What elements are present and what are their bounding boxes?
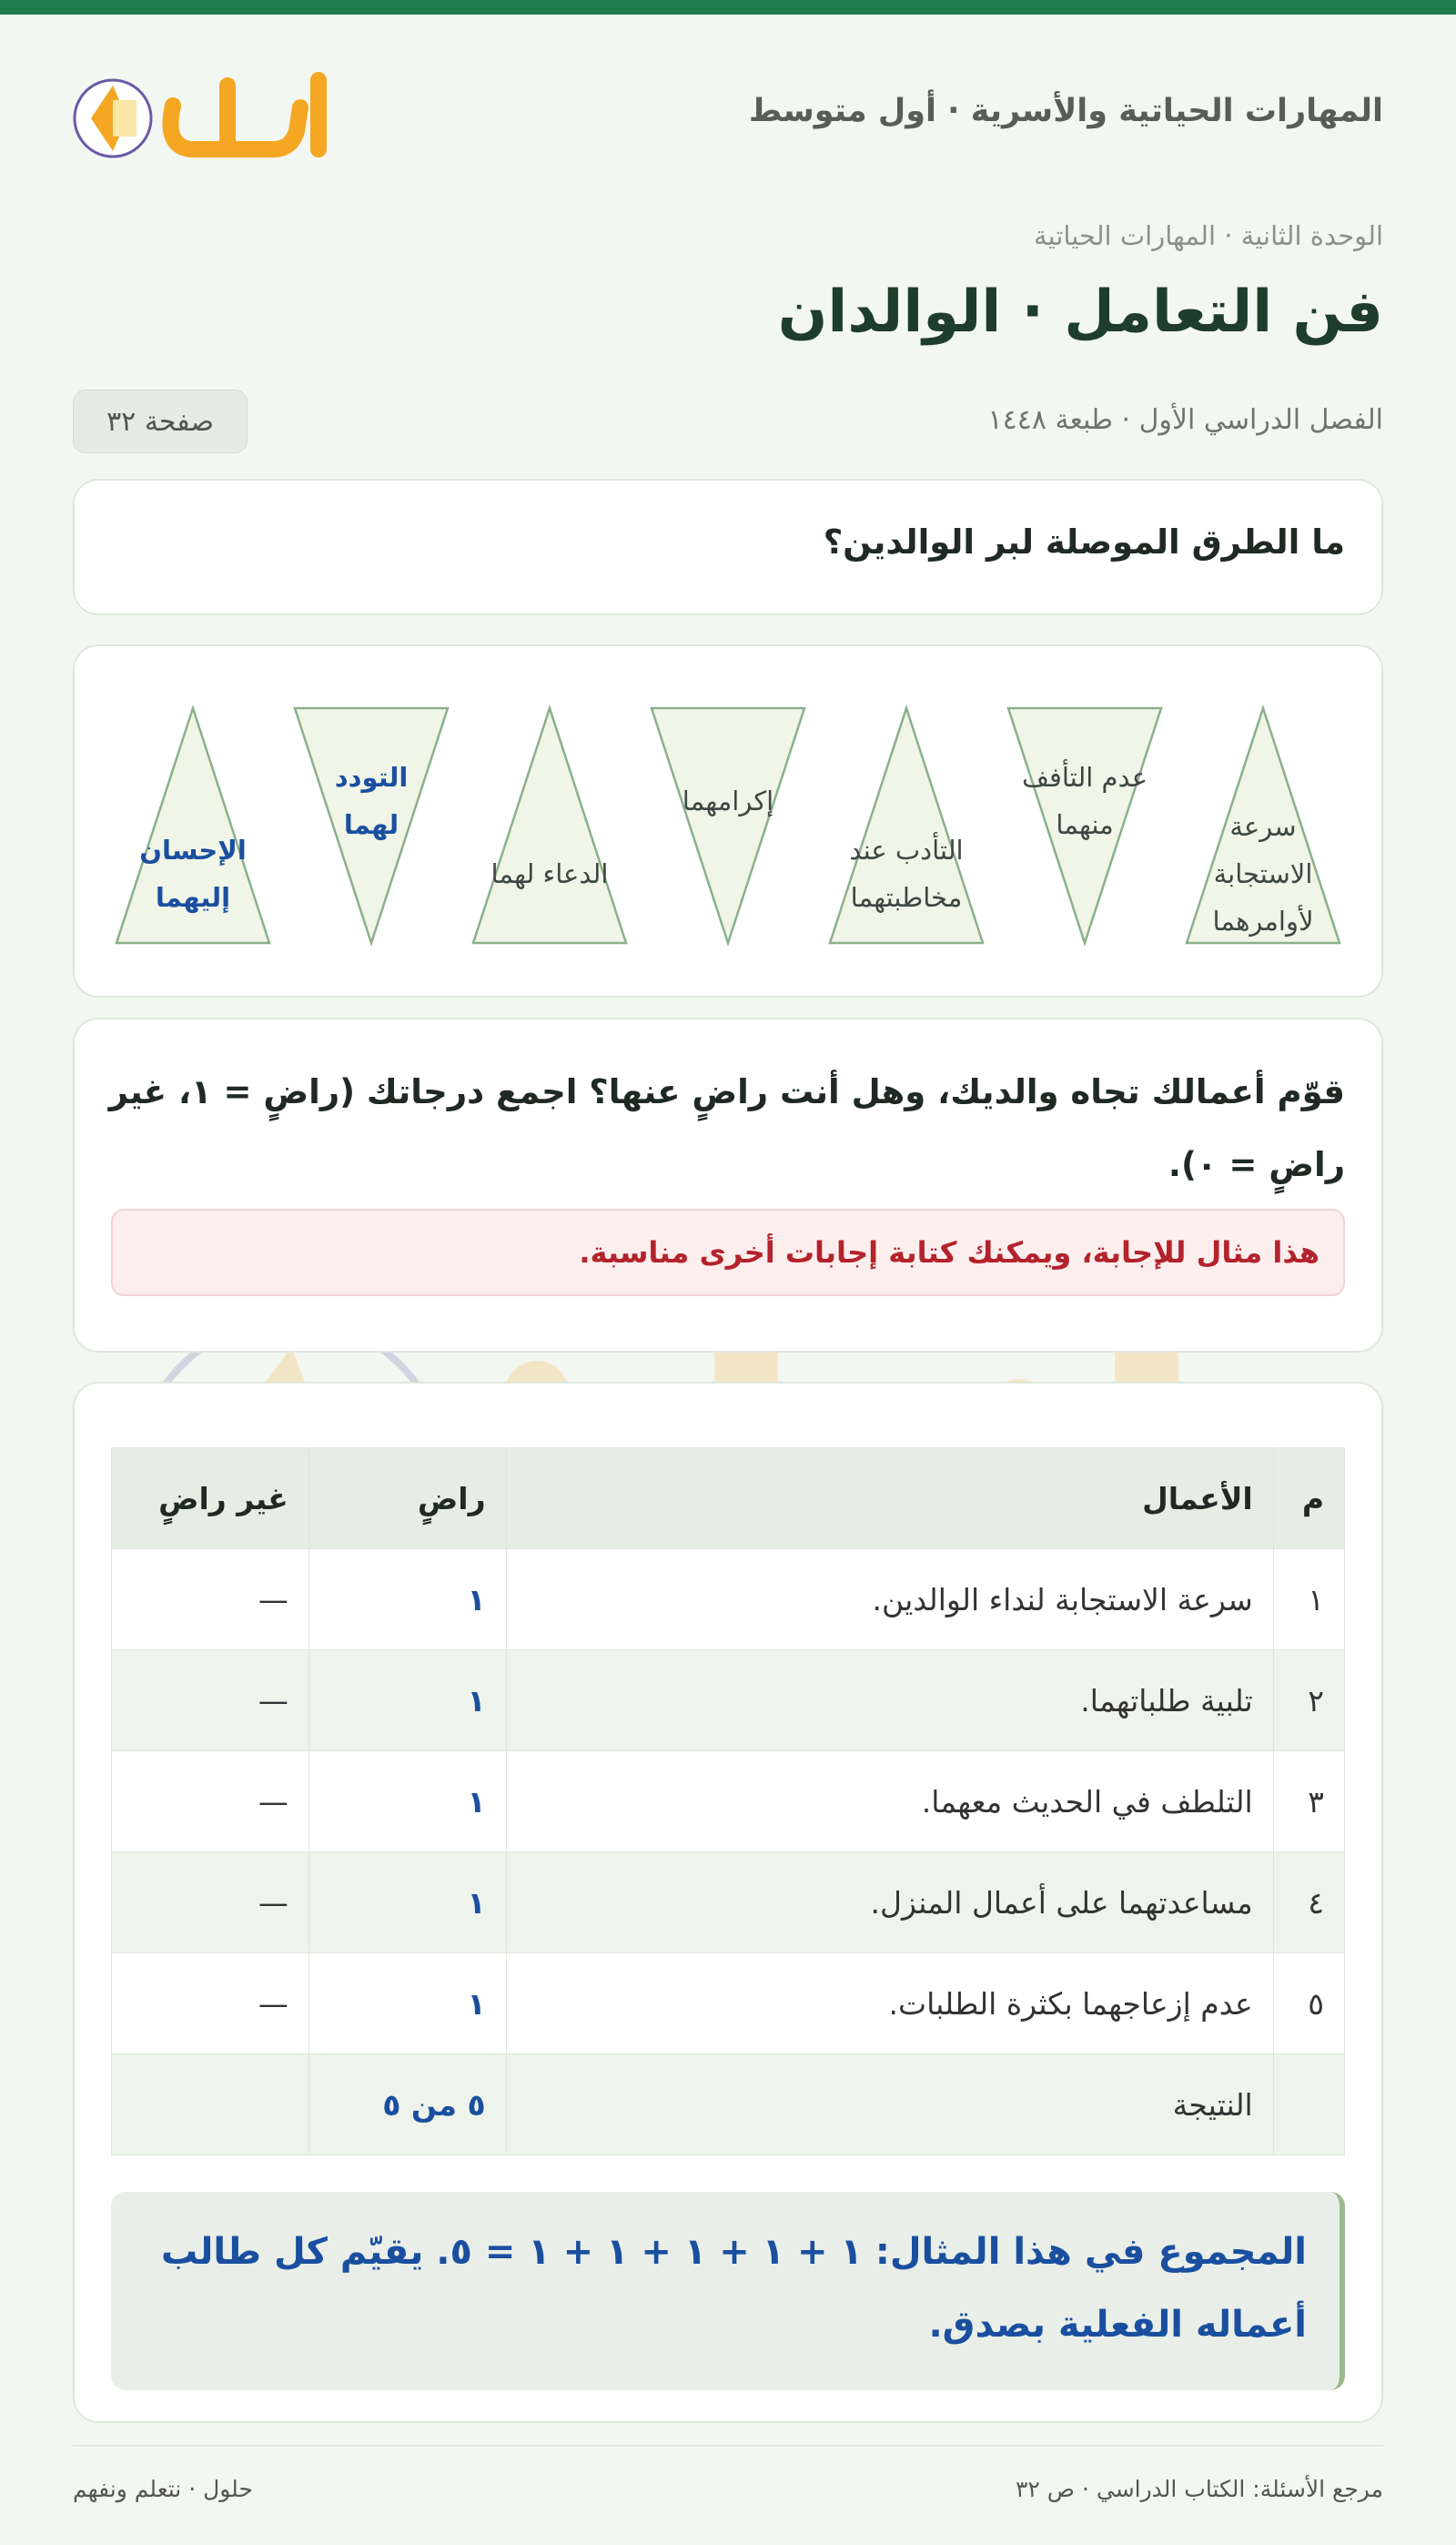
top-accent-bar	[0, 0, 1456, 15]
footer-source: مرجع الأسئلة: الكتاب الدراسي · ص ٣٢	[1015, 2476, 1383, 2502]
table-row	[112, 1953, 1345, 2054]
triangle-item	[116, 708, 269, 943]
row-unsatisfied: —	[112, 1751, 309, 1852]
table-row	[112, 1751, 1345, 1852]
triangle-label: منهما	[1056, 809, 1114, 840]
triangle-item	[830, 708, 983, 943]
triangle-item	[1187, 708, 1340, 943]
result-label: النتيجة	[506, 2054, 1273, 2155]
row-unsatisfied: —	[112, 1650, 309, 1751]
row-num: ١	[1273, 1549, 1344, 1650]
row-action: التلطف في الحديث معهما.	[506, 1751, 1273, 1852]
example-note: هذا مثال للإجابة، ويمكنك كتابة إجابات أخرى مناسبة.	[111, 1209, 1345, 1296]
row-satisfied: ١	[308, 1549, 506, 1650]
result-row	[112, 2054, 1345, 2155]
row-num: ٢	[1273, 1650, 1344, 1751]
edition-meta: الفصل الدراسي الأول · طبعة ١٤٤٨	[987, 404, 1383, 436]
header-action: الأعمال	[506, 1448, 1273, 1549]
triangles-diagram	[75, 646, 1385, 999]
header-unsatisfied: غير راضٍ	[112, 1448, 309, 1549]
row-satisfied: ١	[308, 1953, 506, 2054]
triangle-label: التودد	[334, 762, 409, 793]
question-2-text: قوّم أعمالك تجاه والديك، وهل أنت راضٍ عنها؟ اجمع درجاتك (راضٍ = ١، غير راضٍ = ٠).	[108, 1072, 1345, 1184]
subject-title: المهارات الحياتية والأسرية · أول متوسط	[748, 93, 1383, 129]
row-unsatisfied: —	[112, 1953, 309, 2054]
hulul-logo[interactable]	[73, 60, 337, 169]
question-card-2	[73, 1018, 1383, 1353]
triangle-label: الاستجابة	[1213, 858, 1313, 889]
row-action: مساعدتهما على أعمال المنزل.	[506, 1852, 1273, 1953]
result-empty	[112, 2054, 309, 2155]
page-footer	[73, 2445, 1383, 2518]
triangles-card	[73, 644, 1383, 998]
table-row	[112, 1650, 1345, 1751]
table-row	[112, 1549, 1345, 1650]
triangle-item	[1008, 708, 1161, 943]
row-action: سرعة الاستجابة لنداء الوالدين.	[506, 1549, 1273, 1650]
triangle-item	[473, 708, 626, 943]
triangle-item	[652, 708, 804, 943]
summary-box: المجموع في هذا المثال: ١ + ١ + ١ + ١ + ١ = ٥. يقيّم كل طالب أعماله الفعلية بصدق.	[111, 2192, 1345, 2390]
triangle-shape	[473, 708, 626, 943]
page-title: فن التعامل · الوالدان	[777, 279, 1383, 346]
header-num: م	[1273, 1448, 1344, 1549]
row-unsatisfied: —	[112, 1852, 309, 1953]
triangle-label: لهما	[343, 809, 399, 840]
evaluation-table	[111, 1447, 1345, 2155]
triangle-item	[295, 708, 448, 943]
result-empty-num	[1273, 2054, 1344, 2155]
row-num: ٥	[1273, 1953, 1344, 2054]
triangle-label: عدم التأفف	[1021, 762, 1148, 793]
page-number-badge: صفحة ٣٢	[73, 390, 248, 453]
row-unsatisfied: —	[112, 1549, 309, 1650]
table-header-row	[112, 1448, 1345, 1549]
triangle-label: إكرامهما	[682, 786, 774, 816]
evaluation-card	[73, 1382, 1383, 2423]
triangle-label: مخاطبتهما	[850, 882, 963, 913]
row-num: ٣	[1273, 1751, 1344, 1852]
table-row	[112, 1852, 1345, 1953]
breadcrumb: الوحدة الثانية · المهارات الحياتية	[1034, 220, 1383, 251]
question-card-1	[73, 479, 1383, 615]
triangle-label: إليهما	[155, 882, 231, 913]
triangle-label: الدعاء لهما	[490, 858, 609, 889]
page-header	[73, 15, 1383, 206]
triangle-shape	[652, 708, 804, 943]
triangle-label: لأوامرهما	[1212, 906, 1314, 937]
row-satisfied: ١	[308, 1852, 506, 1953]
question-1-text: ما الطرق الموصلة لبر الوالدين؟	[823, 522, 1345, 562]
triangle-label: سرعة	[1229, 811, 1297, 842]
row-num: ٤	[1273, 1852, 1344, 1953]
result-value: ٥ من ٥	[308, 2054, 506, 2155]
row-action: عدم إزعاجهما بكثرة الطلبات.	[506, 1953, 1273, 2054]
row-action: تلبية طلباتهما.	[506, 1650, 1273, 1751]
footer-brand: حلول · نتعلم ونفهم	[73, 2476, 253, 2502]
header-satisfied: راضٍ	[308, 1448, 506, 1549]
row-satisfied: ١	[308, 1751, 506, 1852]
row-satisfied: ١	[308, 1650, 506, 1751]
triangle-label: التأدب عند	[849, 835, 964, 866]
triangle-label: الإحسان	[139, 835, 247, 866]
